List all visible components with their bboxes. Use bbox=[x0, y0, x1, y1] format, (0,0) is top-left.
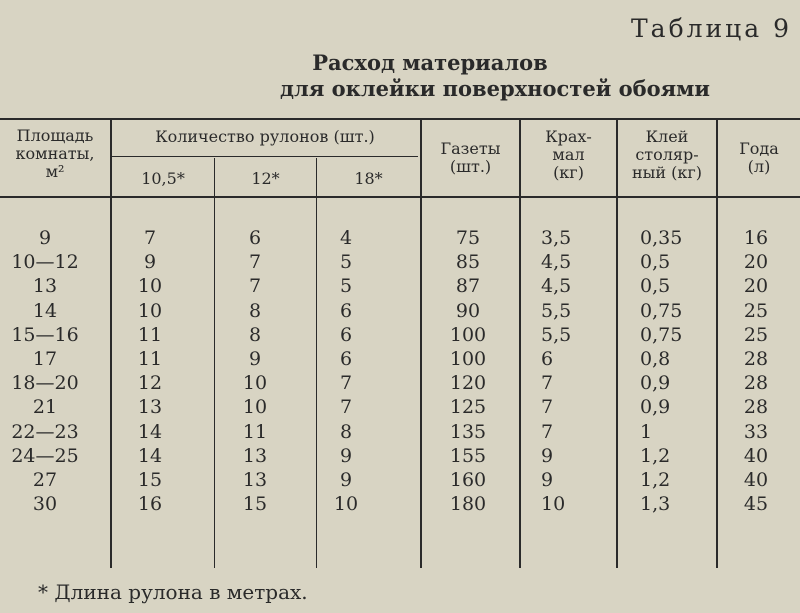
column-roll-10 bbox=[112, 226, 188, 516]
column-starch bbox=[521, 226, 615, 516]
header-water: Года (л) bbox=[739, 139, 779, 176]
cell-roll-12: 11 bbox=[242, 420, 268, 443]
cell-area: 27 bbox=[32, 468, 58, 491]
header-area: Площадь комнаты, м² bbox=[15, 126, 95, 181]
cell-water: 40 bbox=[743, 468, 769, 491]
cell-starch: 7 bbox=[541, 372, 554, 395]
cell-area: 24—25 bbox=[11, 444, 79, 467]
cell-roll-10: 15 bbox=[137, 468, 163, 491]
column-area bbox=[0, 226, 90, 516]
header-rolls-group: Количество рулонов (шт.) bbox=[155, 127, 375, 146]
cell-roll-18: 4 bbox=[339, 227, 353, 249]
cell-roll-12: 13 bbox=[242, 468, 268, 491]
cell-roll-12: 8 bbox=[248, 323, 262, 346]
title-line-1: Расход материалов bbox=[312, 50, 548, 75]
header-roll-10: 10,5* bbox=[141, 169, 185, 188]
cell-water: 20 bbox=[743, 275, 769, 298]
cell-roll-18: 9 bbox=[339, 468, 353, 491]
cell-area: 10—12 bbox=[11, 251, 79, 274]
cell-water: 28 bbox=[743, 372, 769, 395]
cell-roll-12: 15 bbox=[242, 493, 268, 516]
cell-roll-12: 6 bbox=[248, 227, 262, 249]
cell-area: 18—20 bbox=[11, 372, 79, 395]
cell-roll-18: 7 bbox=[339, 396, 353, 419]
cell-starch: 7 bbox=[541, 420, 554, 443]
cell-newspapers: 85 bbox=[455, 251, 481, 274]
cell-roll-12: 13 bbox=[242, 444, 268, 467]
rolls-group-underline bbox=[112, 156, 418, 157]
cell-area: 13 bbox=[32, 275, 58, 298]
cell-roll-18: 6 bbox=[339, 299, 353, 322]
cell-roll-10: 10 bbox=[137, 275, 163, 298]
cell-starch: 7 bbox=[541, 396, 554, 419]
cell-area: 17 bbox=[32, 347, 58, 370]
cell-glue: 0,75 bbox=[640, 299, 683, 322]
cell-newspapers: 125 bbox=[449, 396, 487, 419]
cell-roll-10: 11 bbox=[137, 323, 163, 346]
column-roll-12 bbox=[215, 226, 295, 516]
table-number: Таблица 9 bbox=[630, 14, 792, 43]
cell-starch: 4,5 bbox=[541, 275, 572, 298]
cell-glue: 1,2 bbox=[640, 444, 671, 467]
cell-glue: 0,9 bbox=[640, 396, 671, 419]
cell-newspapers: 75 bbox=[455, 227, 481, 249]
header-roll-12: 12* bbox=[251, 169, 280, 188]
cell-water: 28 bbox=[743, 396, 769, 419]
title-line-2: для оклейки поверхностей обоями bbox=[280, 76, 710, 101]
cell-newspapers: 90 bbox=[455, 299, 481, 322]
cell-newspapers: 100 bbox=[449, 347, 487, 370]
cell-glue: 1,3 bbox=[640, 493, 671, 516]
cell-roll-18: 6 bbox=[339, 323, 353, 346]
footnote: * Длина рулона в метрах. bbox=[38, 580, 308, 604]
cell-starch: 5,5 bbox=[541, 323, 572, 346]
cell-roll-18: 7 bbox=[339, 372, 353, 395]
cell-starch: 9 bbox=[541, 468, 554, 491]
cell-newspapers: 120 bbox=[449, 372, 487, 395]
cell-area: 21 bbox=[32, 396, 58, 419]
column-water bbox=[718, 226, 794, 516]
cell-newspapers: 160 bbox=[449, 468, 487, 491]
cell-area: 22—23 bbox=[11, 420, 79, 443]
cell-roll-18: 5 bbox=[339, 251, 353, 274]
cell-water: 45 bbox=[743, 493, 769, 516]
cell-roll-10: 7 bbox=[143, 227, 157, 249]
cell-starch: 6 bbox=[541, 347, 554, 370]
cell-starch: 9 bbox=[541, 444, 554, 467]
cell-newspapers: 100 bbox=[449, 323, 487, 346]
cell-roll-10: 16 bbox=[137, 493, 163, 516]
cell-area: 9 bbox=[38, 227, 52, 249]
cell-water: 28 bbox=[743, 347, 769, 370]
cell-glue: 0,75 bbox=[640, 323, 683, 346]
cell-glue: 1 bbox=[640, 420, 653, 443]
table-top-rule bbox=[0, 118, 800, 120]
cell-roll-10: 10 bbox=[137, 299, 163, 322]
header-starch: Крах- мал (кг) bbox=[545, 127, 592, 182]
cell-roll-12: 10 bbox=[242, 372, 268, 395]
cell-roll-12: 8 bbox=[248, 299, 262, 322]
header-newspapers: Газеты (шт.) bbox=[440, 139, 501, 176]
cell-roll-10: 11 bbox=[137, 347, 163, 370]
cell-roll-18: 6 bbox=[339, 347, 353, 370]
cell-starch: 3,5 bbox=[541, 227, 572, 249]
cell-water: 40 bbox=[743, 444, 769, 467]
cell-glue: 1,2 bbox=[640, 468, 671, 491]
cell-roll-18: 10 bbox=[333, 493, 359, 516]
cell-area: 15—16 bbox=[11, 323, 79, 346]
cell-starch: 10 bbox=[541, 493, 566, 516]
cell-roll-10: 13 bbox=[137, 396, 163, 419]
cell-roll-12: 10 bbox=[242, 396, 268, 419]
cell-glue: 0,9 bbox=[640, 372, 671, 395]
cell-water: 25 bbox=[743, 299, 769, 322]
cell-roll-10: 14 bbox=[137, 420, 163, 443]
cell-starch: 5,5 bbox=[541, 299, 572, 322]
column-roll-18 bbox=[317, 226, 375, 516]
cell-area: 14 bbox=[32, 299, 58, 322]
cell-glue: 0,5 bbox=[640, 275, 671, 298]
cell-glue: 0,35 bbox=[640, 227, 683, 249]
column-glue bbox=[618, 226, 720, 516]
cell-water: 20 bbox=[743, 251, 769, 274]
cell-roll-10: 9 bbox=[143, 251, 157, 274]
cell-newspapers: 180 bbox=[449, 493, 487, 516]
cell-roll-10: 12 bbox=[137, 372, 163, 395]
cell-roll-12: 9 bbox=[248, 347, 262, 370]
cell-water: 16 bbox=[743, 227, 769, 249]
cell-roll-18: 9 bbox=[339, 444, 353, 467]
cell-glue: 0,8 bbox=[640, 347, 671, 370]
cell-roll-18: 5 bbox=[339, 275, 353, 298]
cell-roll-12: 7 bbox=[248, 275, 262, 298]
cell-area: 30 bbox=[32, 493, 58, 516]
cell-water: 25 bbox=[743, 323, 769, 346]
header-glue: Клей столяр- ный (кг) bbox=[631, 127, 702, 182]
column-newspapers bbox=[422, 226, 514, 516]
cell-newspapers: 135 bbox=[449, 420, 487, 443]
cell-starch: 4,5 bbox=[541, 251, 572, 274]
cell-roll-18: 8 bbox=[339, 420, 353, 443]
cell-roll-12: 7 bbox=[248, 251, 262, 274]
cell-newspapers: 155 bbox=[449, 444, 487, 467]
header-roll-18: 18* bbox=[354, 169, 383, 188]
cell-water: 33 bbox=[743, 420, 769, 443]
cell-roll-10: 14 bbox=[137, 444, 163, 467]
table-title bbox=[0, 50, 800, 102]
header-bottom-rule bbox=[0, 196, 800, 198]
cell-newspapers: 87 bbox=[455, 275, 481, 298]
cell-glue: 0,5 bbox=[640, 251, 671, 274]
